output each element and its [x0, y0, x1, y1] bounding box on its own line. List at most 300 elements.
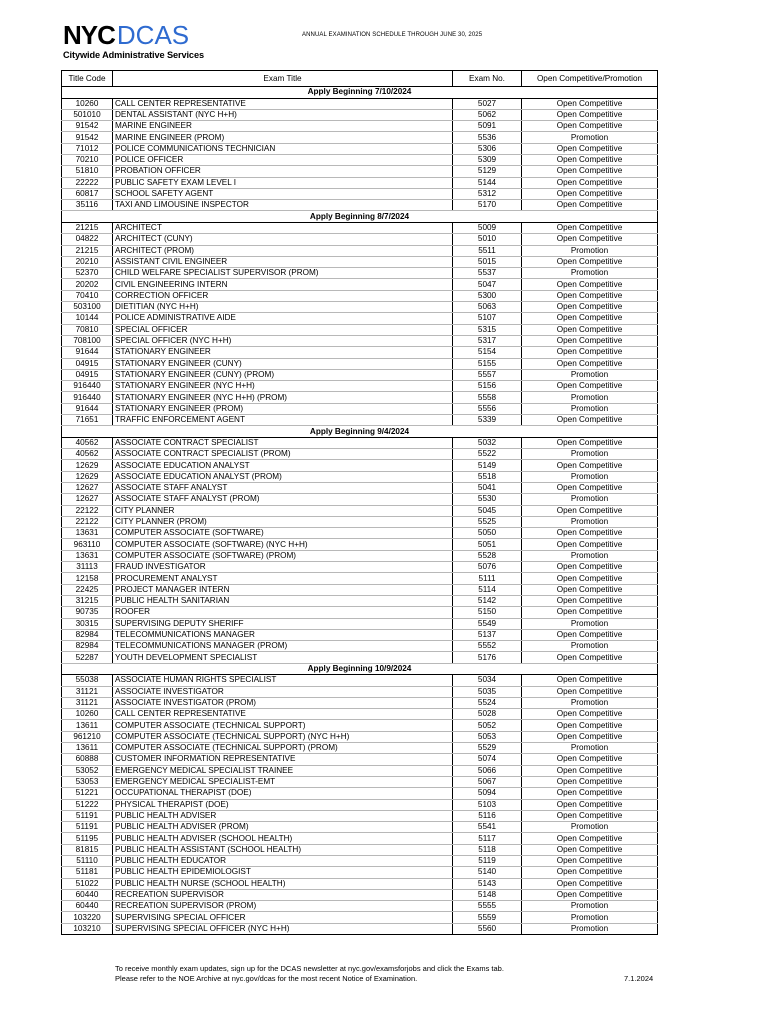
exam-type-cell: Open Competitive [522, 754, 658, 765]
exam-type-cell: Open Competitive [522, 686, 658, 697]
exam-number-cell: 5137 [453, 629, 522, 640]
logo-dcas-text: DCAS [116, 20, 190, 50]
table-row [62, 437, 658, 448]
table-row [62, 720, 658, 731]
exam-type-cell: Open Competitive [522, 437, 658, 448]
table-row [62, 358, 658, 369]
exam-title-cell: ARCHITECT (PROM) [113, 245, 453, 256]
exam-type-cell: Promotion [522, 912, 658, 923]
column-header-type: Open Competitive/Promotion [522, 71, 658, 87]
table-row [62, 494, 658, 505]
title-code-cell: 20210 [62, 256, 113, 267]
title-code-cell: 40562 [62, 437, 113, 448]
exam-number-cell: 5034 [453, 675, 522, 686]
table-row [62, 607, 658, 618]
table-row [62, 154, 658, 165]
title-code-cell: 22222 [62, 177, 113, 188]
exam-type-cell: Open Competitive [522, 415, 658, 426]
exam-title-cell: CITY PLANNER [113, 505, 453, 516]
title-code-cell: 71012 [62, 143, 113, 154]
exam-type-cell: Promotion [522, 618, 658, 629]
title-code-cell: 04822 [62, 234, 113, 245]
exam-type-cell: Promotion [522, 403, 658, 414]
exam-type-cell: Open Competitive [522, 595, 658, 606]
exam-title-cell: SUPERVISING SPECIAL OFFICER [113, 912, 453, 923]
table-row [62, 652, 658, 663]
exam-title-cell: PUBLIC HEALTH ADVISER [113, 810, 453, 821]
exam-number-cell: 5556 [453, 403, 522, 414]
table-row [62, 901, 658, 912]
title-code-cell: 52370 [62, 268, 113, 279]
section-header-row [62, 426, 658, 438]
exam-title-cell: COMPUTER ASSOCIATE (SOFTWARE) (NYC H+H) [113, 539, 453, 550]
exam-type-cell: Open Competitive [522, 844, 658, 855]
exam-number-cell: 5309 [453, 154, 522, 165]
exam-title-cell: ASSOCIATE INVESTIGATOR (PROM) [113, 697, 453, 708]
exam-number-cell: 5076 [453, 562, 522, 573]
table-row [62, 347, 658, 358]
title-code-cell: 961210 [62, 731, 113, 742]
exam-title-cell: ARCHITECT [113, 222, 453, 233]
exam-type-cell: Open Competitive [522, 629, 658, 640]
column-header-exam-title: Exam Title [113, 71, 453, 87]
table-row [62, 573, 658, 584]
exam-title-cell: ASSOCIATE STAFF ANALYST [113, 483, 453, 494]
exam-title-cell: SPECIAL OFFICER (NYC H+H) [113, 335, 453, 346]
exam-title-cell: TRAFFIC ENFORCEMENT AGENT [113, 415, 453, 426]
exam-title-cell: COMPUTER ASSOCIATE (TECHNICAL SUPPORT) [113, 720, 453, 731]
exam-title-cell: FRAUD INVESTIGATOR [113, 562, 453, 573]
title-code-cell: 51191 [62, 810, 113, 821]
table-row [62, 505, 658, 516]
exam-number-cell: 5118 [453, 844, 522, 855]
exam-number-cell: 5015 [453, 256, 522, 267]
table-row [62, 776, 658, 787]
exam-number-cell: 5149 [453, 460, 522, 471]
title-code-cell: 91542 [62, 132, 113, 143]
exam-type-cell: Open Competitive [522, 324, 658, 335]
exam-number-cell: 5142 [453, 595, 522, 606]
exam-title-cell: ASSOCIATE CONTRACT SPECIALIST [113, 437, 453, 448]
exam-number-cell: 5062 [453, 109, 522, 120]
exam-type-cell: Open Competitive [522, 358, 658, 369]
table-row [62, 539, 658, 550]
exam-title-cell: OCCUPATIONAL THERAPIST (DOE) [113, 788, 453, 799]
table-row [62, 369, 658, 380]
exam-title-cell: ASSOCIATE INVESTIGATOR [113, 686, 453, 697]
exam-type-cell: Open Competitive [522, 177, 658, 188]
exam-type-cell: Open Competitive [522, 810, 658, 821]
title-code-cell: 35116 [62, 200, 113, 211]
exam-number-cell: 5045 [453, 505, 522, 516]
exam-type-cell: Open Competitive [522, 188, 658, 199]
title-code-cell: 10144 [62, 313, 113, 324]
title-code-cell: 40562 [62, 449, 113, 460]
title-code-cell: 22122 [62, 516, 113, 527]
table-row [62, 132, 658, 143]
title-code-cell: 70810 [62, 324, 113, 335]
title-code-cell: 13631 [62, 528, 113, 539]
section-title: Apply Beginning 9/4/2024 [62, 426, 658, 438]
exam-title-cell: COMPUTER ASSOCIATE (SOFTWARE) (PROM) [113, 550, 453, 561]
exam-number-cell: 5306 [453, 143, 522, 154]
column-header-title-code: Title Code [62, 71, 113, 87]
title-code-cell: 71651 [62, 415, 113, 426]
exam-number-cell: 5530 [453, 494, 522, 505]
exam-title-cell: PUBLIC HEALTH ADVISER (PROM) [113, 822, 453, 833]
exam-type-cell: Open Competitive [522, 878, 658, 889]
exam-type-cell: Open Competitive [522, 675, 658, 686]
exam-type-cell: Open Competitive [522, 799, 658, 810]
exam-type-cell: Open Competitive [522, 652, 658, 663]
exam-title-cell: MARINE ENGINEER [113, 121, 453, 132]
title-code-cell: 51022 [62, 878, 113, 889]
table-header-row [62, 71, 658, 87]
table-row [62, 324, 658, 335]
table-row [62, 335, 658, 346]
title-code-cell: 60440 [62, 889, 113, 900]
section-title: Apply Beginning 7/10/2024 [62, 87, 658, 99]
title-code-cell: 22122 [62, 505, 113, 516]
exam-type-cell: Open Competitive [522, 109, 658, 120]
table-row [62, 403, 658, 414]
exam-number-cell: 5116 [453, 810, 522, 821]
section-header-row [62, 663, 658, 675]
exam-number-cell: 5140 [453, 867, 522, 878]
title-code-cell: 51222 [62, 799, 113, 810]
title-code-cell: 708100 [62, 335, 113, 346]
exam-title-cell: RECREATION SUPERVISOR (PROM) [113, 901, 453, 912]
exam-title-cell: DENTAL ASSISTANT (NYC H+H) [113, 109, 453, 120]
exam-title-cell: ASSOCIATE CONTRACT SPECIALIST (PROM) [113, 449, 453, 460]
exam-type-cell: Open Competitive [522, 573, 658, 584]
exam-number-cell: 5300 [453, 290, 522, 301]
exam-number-cell: 5010 [453, 234, 522, 245]
exam-title-cell: STATIONARY ENGINEER [113, 347, 453, 358]
exam-title-cell: PUBLIC HEALTH SANITARIAN [113, 595, 453, 606]
table-row [62, 234, 658, 245]
exam-type-cell: Open Competitive [522, 381, 658, 392]
footer-notes [115, 964, 504, 984]
title-code-cell: 31121 [62, 697, 113, 708]
exam-number-cell: 5028 [453, 709, 522, 720]
title-code-cell: 53053 [62, 776, 113, 787]
exam-type-cell: Promotion [522, 132, 658, 143]
exam-title-cell: COMPUTER ASSOCIATE (SOFTWARE) [113, 528, 453, 539]
exam-number-cell: 5129 [453, 166, 522, 177]
table-row [62, 200, 658, 211]
table-row [62, 98, 658, 109]
exam-number-cell: 5524 [453, 697, 522, 708]
exam-number-cell: 5170 [453, 200, 522, 211]
exam-number-cell: 5074 [453, 754, 522, 765]
exam-title-cell: STATIONARY ENGINEER (NYC H+H) [113, 381, 453, 392]
table-row [62, 641, 658, 652]
exam-number-cell: 5144 [453, 177, 522, 188]
title-code-cell: 51195 [62, 833, 113, 844]
table-row [62, 799, 658, 810]
exam-title-cell: ASSOCIATE HUMAN RIGHTS SPECIALIST [113, 675, 453, 686]
exam-type-cell: Open Competitive [522, 528, 658, 539]
table-row [62, 709, 658, 720]
table-row [62, 415, 658, 426]
exam-number-cell: 5027 [453, 98, 522, 109]
exam-type-cell: Open Competitive [522, 889, 658, 900]
exam-title-cell: CIVIL ENGINEERING INTERN [113, 279, 453, 290]
exam-title-cell: STATIONARY ENGINEER (CUNY) [113, 358, 453, 369]
title-code-cell: 51221 [62, 788, 113, 799]
title-code-cell: 12627 [62, 494, 113, 505]
title-code-cell: 55038 [62, 675, 113, 686]
table-row [62, 279, 658, 290]
exam-number-cell: 5041 [453, 483, 522, 494]
exam-type-cell: Open Competitive [522, 833, 658, 844]
exam-title-cell: YOUTH DEVELOPMENT SPECIALIST [113, 652, 453, 663]
exam-number-cell: 5143 [453, 878, 522, 889]
title-code-cell: 04915 [62, 358, 113, 369]
exam-number-cell: 5155 [453, 358, 522, 369]
exam-type-cell: Open Competitive [522, 776, 658, 787]
title-code-cell: 90735 [62, 607, 113, 618]
exam-type-cell: Open Competitive [522, 290, 658, 301]
exam-title-cell: TAXI AND LIMOUSINE INSPECTOR [113, 200, 453, 211]
section-header-row [62, 87, 658, 99]
exam-title-cell: CITY PLANNER (PROM) [113, 516, 453, 527]
table-row [62, 471, 658, 482]
exam-type-cell: Open Competitive [522, 121, 658, 132]
title-code-cell: 60888 [62, 754, 113, 765]
exam-title-cell: SUPERVISING DEPUTY SHERIFF [113, 618, 453, 629]
exam-type-cell: Promotion [522, 449, 658, 460]
exam-number-cell: 5053 [453, 731, 522, 742]
exam-number-cell: 5117 [453, 833, 522, 844]
exam-number-cell: 5317 [453, 335, 522, 346]
table-row [62, 528, 658, 539]
title-code-cell: 10260 [62, 709, 113, 720]
section-title: Apply Beginning 10/9/2024 [62, 663, 658, 675]
table-row [62, 302, 658, 313]
column-header-exam-no: Exam No. [453, 71, 522, 87]
table-row [62, 290, 658, 301]
exam-number-cell: 5537 [453, 268, 522, 279]
exam-type-cell: Open Competitive [522, 347, 658, 358]
exam-type-cell: Promotion [522, 641, 658, 652]
title-code-cell: 501010 [62, 109, 113, 120]
exam-title-cell: SUPERVISING SPECIAL OFFICER (NYC H+H) [113, 923, 453, 934]
title-code-cell: 60440 [62, 901, 113, 912]
title-code-cell: 103210 [62, 923, 113, 934]
exam-title-cell: PHYSICAL THERAPIST (DOE) [113, 799, 453, 810]
exam-title-cell: CHILD WELFARE SPECIALIST SUPERVISOR (PROM) [113, 268, 453, 279]
exam-number-cell: 5103 [453, 799, 522, 810]
exam-type-cell: Open Competitive [522, 505, 658, 516]
table-row [62, 878, 658, 889]
exam-type-cell: Promotion [522, 901, 658, 912]
logo-nyc-text: NYC [63, 20, 115, 50]
exam-title-cell: PROBATION OFFICER [113, 166, 453, 177]
table-row [62, 449, 658, 460]
title-code-cell: 81815 [62, 844, 113, 855]
exam-title-cell: COMPUTER ASSOCIATE (TECHNICAL SUPPORT) (PROM) [113, 743, 453, 754]
exam-number-cell: 5091 [453, 121, 522, 132]
title-code-cell: 12629 [62, 460, 113, 471]
exam-number-cell: 5066 [453, 765, 522, 776]
exam-type-cell: Open Competitive [522, 279, 658, 290]
exam-title-cell: STATIONARY ENGINEER (CUNY) (PROM) [113, 369, 453, 380]
table-row [62, 460, 658, 471]
title-code-cell: 503100 [62, 302, 113, 313]
exam-type-cell: Open Competitive [522, 856, 658, 867]
title-code-cell: 51110 [62, 856, 113, 867]
exam-number-cell: 5339 [453, 415, 522, 426]
exam-type-cell: Promotion [522, 471, 658, 482]
exam-number-cell: 5541 [453, 822, 522, 833]
exam-number-cell: 5148 [453, 889, 522, 900]
exam-number-cell: 5560 [453, 923, 522, 934]
title-code-cell: 82984 [62, 641, 113, 652]
exam-number-cell: 5558 [453, 392, 522, 403]
exam-title-cell: ROOFER [113, 607, 453, 618]
table-row [62, 392, 658, 403]
exam-number-cell: 5176 [453, 652, 522, 663]
exam-title-cell: STATIONARY ENGINEER (NYC H+H) (PROM) [113, 392, 453, 403]
title-code-cell: 04915 [62, 369, 113, 380]
exam-type-cell: Promotion [522, 268, 658, 279]
exam-number-cell: 5154 [453, 347, 522, 358]
table-row [62, 731, 658, 742]
document-title: ANNUAL EXAMINATION SCHEDULE THROUGH JUNE 30, 2025 [302, 32, 483, 38]
title-code-cell: 21215 [62, 245, 113, 256]
exam-type-cell: Open Competitive [522, 483, 658, 494]
exam-number-cell: 5051 [453, 539, 522, 550]
title-code-cell: 31113 [62, 562, 113, 573]
exam-type-cell: Open Competitive [522, 709, 658, 720]
table-row [62, 381, 658, 392]
exam-title-cell: PROCUREMENT ANALYST [113, 573, 453, 584]
title-code-cell: 12627 [62, 483, 113, 494]
title-code-cell: 31215 [62, 595, 113, 606]
table-row [62, 562, 658, 573]
exam-type-cell: Open Competitive [522, 607, 658, 618]
title-code-cell: 30315 [62, 618, 113, 629]
table-body [62, 87, 658, 935]
exam-type-cell: Promotion [522, 392, 658, 403]
table-row [62, 256, 658, 267]
exam-number-cell: 5549 [453, 618, 522, 629]
title-code-cell: 91542 [62, 121, 113, 132]
nyc-dcas-logo [63, 22, 204, 60]
title-code-cell: 91644 [62, 403, 113, 414]
exam-title-cell: DIETITIAN (NYC H+H) [113, 302, 453, 313]
exam-type-cell: Promotion [522, 494, 658, 505]
title-code-cell: 22425 [62, 584, 113, 595]
exam-type-cell: Open Competitive [522, 539, 658, 550]
exam-title-cell: PUBLIC SAFETY EXAM LEVEL I [113, 177, 453, 188]
exam-number-cell: 5111 [453, 573, 522, 584]
table-row [62, 765, 658, 776]
exam-type-cell: Open Competitive [522, 460, 658, 471]
exam-type-cell: Open Competitive [522, 234, 658, 245]
logo-subtitle: Citywide Administrative Services [63, 50, 204, 60]
exam-type-cell: Open Competitive [522, 562, 658, 573]
table-row [62, 867, 658, 878]
exam-number-cell: 5557 [453, 369, 522, 380]
exam-title-cell: COMPUTER ASSOCIATE (TECHNICAL SUPPORT) (NYC H+H) [113, 731, 453, 742]
title-code-cell: 91644 [62, 347, 113, 358]
section-title: Apply Beginning 8/7/2024 [62, 211, 658, 223]
exam-number-cell: 5050 [453, 528, 522, 539]
exam-title-cell: PUBLIC HEALTH NURSE (SCHOOL HEALTH) [113, 878, 453, 889]
exam-type-cell: Promotion [522, 923, 658, 934]
exam-number-cell: 5312 [453, 188, 522, 199]
exam-number-cell: 5052 [453, 720, 522, 731]
table-row [62, 483, 658, 494]
table-row [62, 222, 658, 233]
exam-number-cell: 5559 [453, 912, 522, 923]
exam-type-cell: Open Competitive [522, 313, 658, 324]
title-code-cell: 916440 [62, 392, 113, 403]
table-row [62, 822, 658, 833]
exam-title-cell: ASSOCIATE STAFF ANALYST (PROM) [113, 494, 453, 505]
exam-title-cell: POLICE OFFICER [113, 154, 453, 165]
table-row [62, 313, 658, 324]
exam-type-cell: Open Competitive [522, 166, 658, 177]
exam-type-cell: Open Competitive [522, 200, 658, 211]
exam-title-cell: PROJECT MANAGER INTERN [113, 584, 453, 595]
exam-number-cell: 5511 [453, 245, 522, 256]
exam-number-cell: 5107 [453, 313, 522, 324]
exam-title-cell: CALL CENTER REPRESENTATIVE [113, 709, 453, 720]
exam-type-cell: Promotion [522, 822, 658, 833]
exam-title-cell: PUBLIC HEALTH EPIDEMIOLOGIST [113, 867, 453, 878]
table-row [62, 516, 658, 527]
exam-number-cell: 5555 [453, 901, 522, 912]
table-row [62, 550, 658, 561]
table-row [62, 245, 658, 256]
exam-number-cell: 5529 [453, 743, 522, 754]
exam-type-cell: Promotion [522, 516, 658, 527]
exam-title-cell: ARCHITECT (CUNY) [113, 234, 453, 245]
exam-number-cell: 5525 [453, 516, 522, 527]
exam-number-cell: 5150 [453, 607, 522, 618]
exam-type-cell: Promotion [522, 550, 658, 561]
footer-noe-note: Please refer to the NOE Archive at nyc.gov/dcas for the most recent Notice of Examination. [115, 974, 418, 983]
exam-title-cell: ASSISTANT CIVIL ENGINEER [113, 256, 453, 267]
title-code-cell: 12629 [62, 471, 113, 482]
exam-schedule-table [61, 70, 658, 935]
exam-title-cell: ASSOCIATE EDUCATION ANALYST (PROM) [113, 471, 453, 482]
table-row [62, 833, 658, 844]
table-row [62, 743, 658, 754]
exam-number-cell: 5067 [453, 776, 522, 787]
title-code-cell: 52287 [62, 652, 113, 663]
table-row [62, 810, 658, 821]
exam-number-cell: 5528 [453, 550, 522, 561]
table-row [62, 268, 658, 279]
exam-number-cell: 5032 [453, 437, 522, 448]
table-row [62, 686, 658, 697]
title-code-cell: 31121 [62, 686, 113, 697]
exam-number-cell: 5114 [453, 584, 522, 595]
exam-number-cell: 5536 [453, 132, 522, 143]
exam-title-cell: CUSTOMER INFORMATION REPRESENTATIVE [113, 754, 453, 765]
exam-type-cell: Open Competitive [522, 335, 658, 346]
exam-type-cell: Promotion [522, 369, 658, 380]
exam-number-cell: 5522 [453, 449, 522, 460]
table-row [62, 143, 658, 154]
table-row [62, 923, 658, 934]
title-code-cell: 70410 [62, 290, 113, 301]
